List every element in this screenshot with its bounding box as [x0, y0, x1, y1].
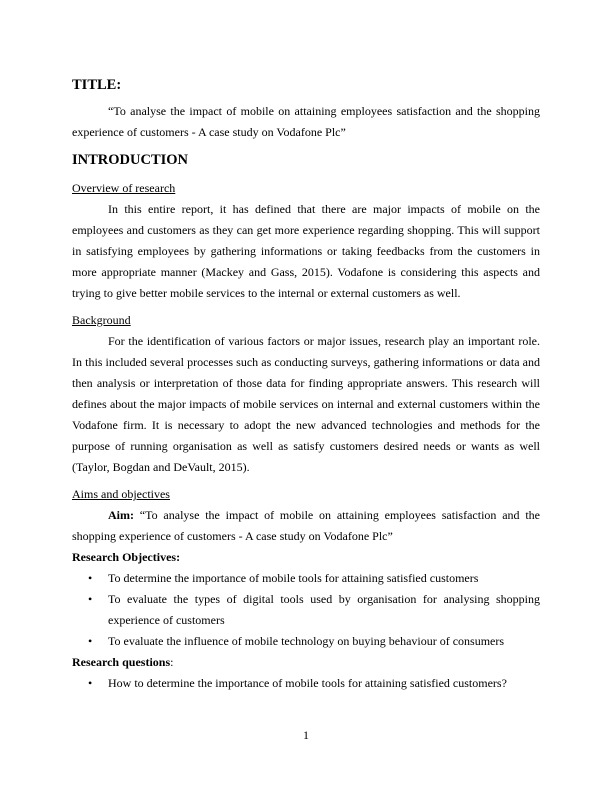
objectives-list	[72, 568, 540, 652]
page-number: 1	[303, 728, 309, 742]
background-paragraph: For the identification of various factors or major issues, research play an important role. In this included several processes such as conducting surveys, gathering informations or data and then analysis or interpretation of those data for finding appropriate answers. This research will defines about the major impacts of mobile services on internal and external customers within the Vodafone firm. It is necessary to adopt the new advanced technologies and methods for the purpose of running organisation as well as satisfy customers desired needs or wants as well (Taylor, Bogdan and DeVault, 2015).	[72, 334, 540, 474]
research-questions-label: Research questions:	[72, 655, 174, 669]
aims-heading: Aims and objectives	[72, 487, 170, 501]
list-item: • To evaluate the types of digital tools used by organisation for analysing shopping experience of customers	[72, 589, 540, 631]
list-item: • To evaluate the influence of mobile technology on buying behaviour of consumers	[72, 631, 540, 652]
aim-text: “To analyse the impact of mobile on attaining employees satisfaction and the shopping experience of customers - A case study on Vodafone Plc”	[72, 508, 540, 543]
list-item: • How to determine the importance of mobile tools for attaining satisfied customers?	[72, 673, 540, 694]
bullet-icon: •	[88, 676, 93, 690]
introduction-heading: INTRODUCTION	[72, 152, 189, 168]
aim-label: Aim:	[108, 508, 134, 522]
aim-paragraph	[72, 505, 540, 547]
overview-heading: Overview of research	[72, 181, 176, 195]
document-page	[72, 74, 540, 694]
background-heading: Background	[72, 313, 131, 327]
overview-paragraph: In this entire report, it has defined that there are major impacts of mobile on the employees and customers as they can get more experience regarding shopping. This will support in satisfying employees by gathering informations or taking feedbacks from the customers in more appropriate manner (Mackey and Gass, 2015). Vodafone is considering this aspects and trying to give better mobile services to the internal or external customers as well.	[72, 202, 540, 300]
bullet-icon: •	[88, 634, 93, 648]
research-objectives-label: Research Objectives:	[72, 550, 181, 564]
questions-list	[72, 673, 540, 694]
title-heading: TITLE:	[72, 77, 122, 93]
list-item: • To determine the importance of mobile tools for attaining satisfied customers	[72, 568, 540, 589]
title-text: “To analyse the impact of mobile on attaining employees satisfaction and the shopping experience of customers - A case study on Vodafone Plc”	[72, 104, 540, 139]
bullet-icon: •	[88, 571, 93, 585]
bullet-icon: •	[88, 592, 93, 606]
